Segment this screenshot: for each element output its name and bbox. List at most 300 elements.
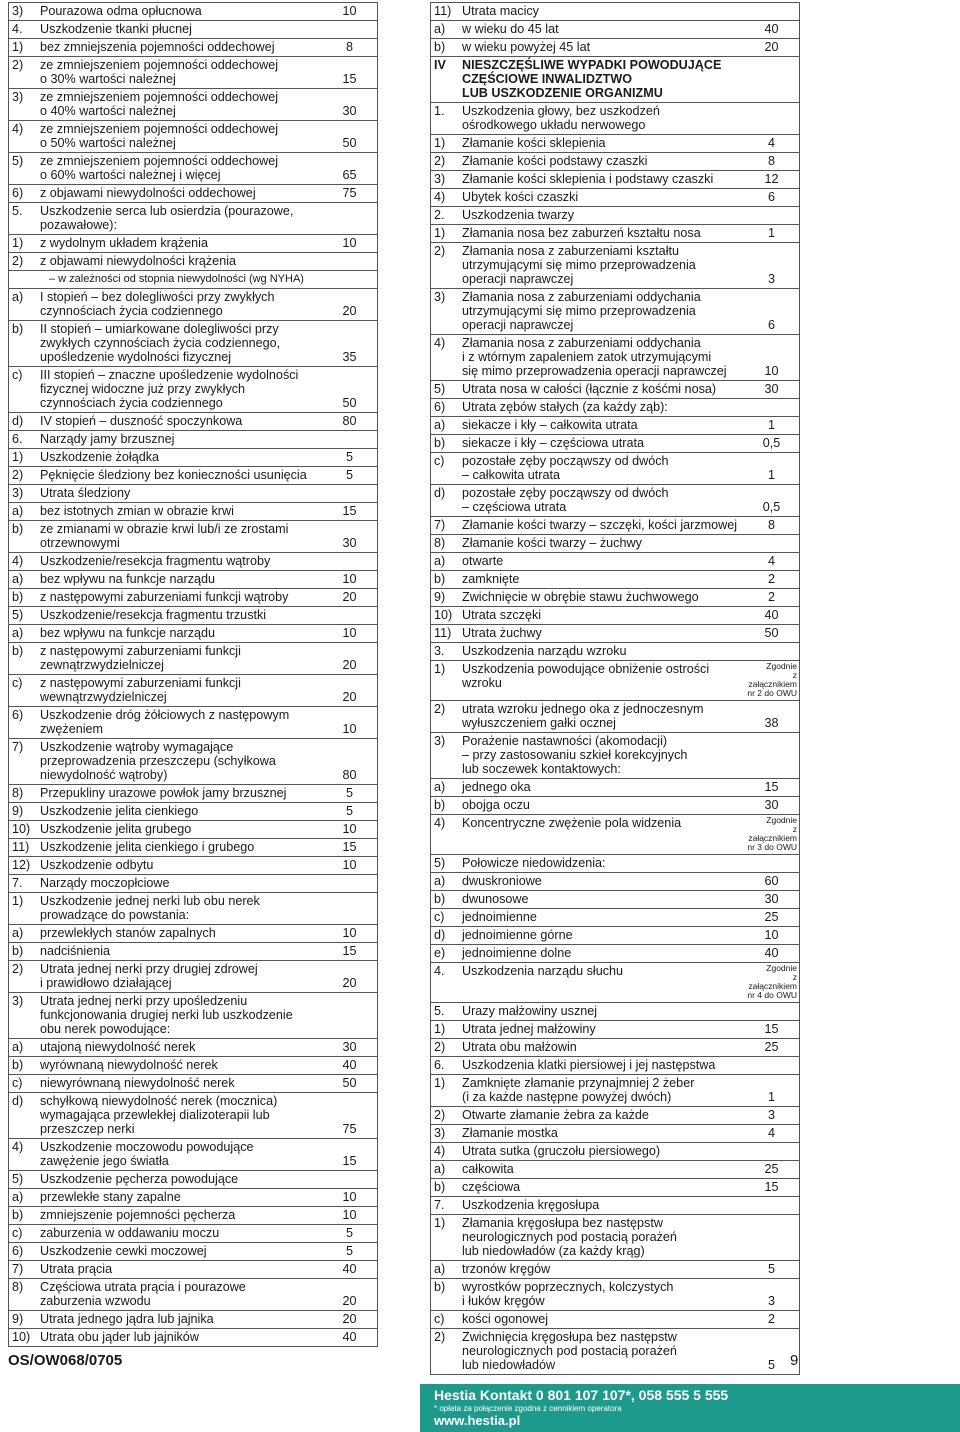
table-row [8,1243,378,1261]
item-description: Zwichnięcie w obrębie stawu żuchwowego [462,590,699,604]
table-row [430,153,800,171]
item-percentage: 10 [342,1190,357,1204]
table-row [8,943,378,961]
item-percentage: 80 [342,414,357,428]
item-number: 3. [434,644,445,658]
item-number: 6. [12,432,23,446]
item-number: 3) [12,4,24,18]
item-description: Zwichnięcia kręgosłupa bez następstw neurologicznych pod postacią porażeń lub niedowładów [462,1330,677,1372]
table-row [8,449,378,467]
item-percentage: 15 [764,1180,779,1194]
item-number: b) [12,1208,24,1222]
item-description: Uszkodzenia kręgosłupa [462,1198,600,1212]
table-row [430,779,800,797]
item-number: 3) [12,994,24,1008]
table-row [430,873,800,891]
table-row [430,855,800,873]
table-row [430,399,800,417]
item-number: a) [12,290,24,304]
item-description: w wieku powyżej 45 lat [462,40,591,54]
item-percentage: 40 [764,608,779,622]
item-percentage: 5 [345,786,353,800]
table-row [430,553,800,571]
table-row [430,661,800,701]
item-number: 7. [12,876,23,890]
table-row [8,153,378,185]
item-description: zamknięte [462,572,520,586]
item-description: Utrata obu jąder lub jajników [40,1330,199,1344]
item-description: zaburzenia w oddawaniu moczu [40,1226,220,1240]
item-number: 5) [12,1172,24,1186]
table-row [430,21,800,39]
item-number: 5) [434,382,446,396]
item-description: utrata wzroku jednego oka z jednoczesnym wyłuszczeniem gałki ocznej [462,702,704,730]
item-number: 6. [434,1058,445,1072]
item-description: z następowymi zaburzeniami funkcji wewnątrzwydzielniczej [40,676,241,704]
item-number: 1) [12,894,24,908]
item-percentage: 20 [342,1294,357,1308]
item-description: Utrata jednej małżowiny [462,1022,596,1036]
item-description: I stopień – bez dolegliwości przy zwykłych czynnościach życia codziennego [40,290,275,318]
item-number: b) [434,572,446,586]
item-number: b) [12,590,24,604]
item-percentage: 20 [342,690,357,704]
table-row [430,701,800,733]
item-number: 2) [12,58,24,72]
table-row [430,1075,800,1107]
item-description: ze zmniejszeniem pojemności oddechowej o 60% wartości należnej i więcej [40,154,279,182]
contact-phone-text: Hestia Kontakt 0 801 107 107*, 058 555 5 555 [434,1387,729,1403]
item-number: 6) [12,186,24,200]
contact-footer-bar [420,1384,960,1432]
table-row [8,1039,378,1057]
item-description: Złamanie kości twarzy – szczęki, kości jarzmowej [462,518,738,532]
item-number: e) [434,946,446,960]
item-description: Uszkodzenie jelita cienkiego [40,804,199,818]
table-row [430,1107,800,1125]
table-row [8,1189,378,1207]
table-row [430,39,800,57]
table-row [430,733,800,779]
item-number: 3) [434,172,446,186]
item-number: 2) [12,254,24,268]
contact-footnote: * opłata za połączenie zgodna z cennikiem operatora [434,1404,622,1413]
item-number: 1) [434,1022,446,1036]
item-percentage: 30 [764,892,779,906]
item-percentage: 5 [767,1262,775,1276]
table-row [430,909,800,927]
table-row [8,875,378,893]
table-row [8,893,378,925]
table-row [430,1125,800,1143]
item-description: Otwarte złamanie żebra za każde [462,1108,649,1122]
item-description: Przepukliny urazowe powłok jamy brzusznej [40,786,287,800]
table-row [430,1039,800,1057]
item-description: Ubytek kości czaszki [462,190,579,204]
item-description: Uszkodzenie wątroby wymagające przeprowadzenia przeszczepu (schyłkowa niewydolność wątroby) [40,740,276,782]
item-percentage: 15 [764,1022,779,1036]
table-row [430,535,800,553]
item-percentage: 10 [342,4,357,18]
item-percentage: 30 [764,798,779,812]
item-description: Złamanie kości podstawy czaszki [462,154,648,168]
item-number: c) [434,1312,445,1326]
table-row [430,945,800,963]
item-percentage: 20 [342,1312,357,1326]
table-row [430,335,800,381]
table-row [430,1261,800,1279]
item-description: Urazy małżowiny usznej [462,1004,598,1018]
item-description: NIESZCZĘŚLIWE WYPADKI POWODUJĄCE CZĘŚCIOWE INWALIDZTWO LUB USZKODZENIE ORGANIZMU [462,58,722,100]
table-row [430,1021,800,1039]
table-row [430,1197,800,1215]
item-description: Narządy moczopłciowe [40,876,170,890]
table-row [430,571,800,589]
item-number: 11) [434,4,452,18]
item-percentage: 4 [767,554,775,568]
table-row [430,3,800,21]
item-description: Zamknięte złamanie przynajmniej 2 żeber (i za każde następne powyżej dwóch) [462,1076,695,1104]
item-percentage: 0,5 [762,500,781,514]
item-number: 4) [12,1140,24,1154]
item-description: bez zmniejszenia pojemności oddechowej [40,40,275,54]
item-number: 1. [434,104,445,118]
item-percentage: Zgodnie z załącznikiem nr 4 do OWU [747,963,797,1000]
item-percentage: 15 [764,780,779,794]
item-percentage: 38 [764,716,779,730]
item-percentage: 5 [767,1358,775,1372]
table-row [8,925,378,943]
item-number: b) [434,798,446,812]
table-row [8,961,378,993]
table-row [8,993,378,1039]
item-percentage: 15 [342,504,357,518]
table-row [8,321,378,367]
item-description: Złamania kręgosłupa bez następstw neurologicznych pod postacią porażeń lub niedowładów (za każdy krąg) [462,1216,677,1258]
table-row [8,1329,378,1347]
item-number: 5. [434,1004,445,1018]
table-row [430,607,800,625]
item-percentage: 20 [764,40,779,54]
item-number: b) [434,892,446,906]
item-number: c) [434,454,445,468]
item-percentage: 3 [767,1294,775,1308]
table-row [430,1057,800,1075]
item-number: a) [12,626,24,640]
item-number: 7) [434,518,446,532]
table-row [430,625,800,643]
item-number: a) [434,22,446,36]
item-percentage: Zgodnie z załącznikiem nr 3 do OWU [747,815,797,852]
item-number: 5) [12,608,24,622]
item-description: Utrata sutka (gruczołu piersiowego) [462,1144,661,1158]
item-description: w wieku do 45 lat [462,22,559,36]
item-number: 6) [434,400,446,414]
right-table [430,2,800,1375]
item-description: otwarte [462,554,504,568]
item-description: Uszkodzenia powodujące obniżenie ostrości wzroku [462,662,710,690]
item-number: d) [12,1094,24,1108]
item-description: Uszkodzenia narządu wzroku [462,644,627,658]
table-row [430,1311,800,1329]
item-description: Utrata zębów stałych (za każdy ząb): [462,400,668,414]
item-percentage: 75 [342,1122,357,1136]
item-description: przewlekłe stany zapalne [40,1190,181,1204]
item-description: Uszkodzenie żołądka [40,450,160,464]
item-percentage: 2 [767,1312,775,1326]
table-row [430,171,800,189]
table-row [430,417,800,435]
item-number: a) [12,926,24,940]
table-row [8,57,378,89]
table-row [8,89,378,121]
table-row [8,589,378,607]
table-row [8,431,378,449]
item-number: 3) [12,90,24,104]
item-description: Pourazowa odma opłucnowa [40,4,202,18]
item-number: 4) [434,336,446,350]
table-row [430,1279,800,1311]
item-percentage: 4 [767,136,775,150]
page-number: 9 [790,1352,799,1369]
item-percentage: 50 [764,626,779,640]
item-number: 1) [434,226,446,240]
item-number: 9) [12,804,24,818]
item-description: pozostałe zęby począwszy od dwóch – całkowita utrata [462,454,669,482]
item-percentage: 10 [342,722,357,736]
item-number: 5) [12,154,24,168]
item-number: 1) [434,1076,446,1090]
item-number: 4) [12,122,24,136]
item-percentage: 40 [342,1058,357,1072]
item-number: c) [12,1076,23,1090]
item-description: bez wpływu na funkcje narządu [40,572,216,586]
item-number: b) [434,436,446,450]
item-percentage: 10 [764,364,779,378]
item-description: Uszkodzenia głowy, bez uszkodzeń ośrodkowego układu nerwowego [462,104,660,132]
item-number: 3) [434,290,446,304]
item-number: 8) [434,536,446,550]
item-percentage: 50 [342,136,357,150]
item-description: dwuskroniowe [462,874,542,888]
item-number: a) [434,554,446,568]
table-row [430,57,800,103]
item-number: 4) [434,1144,446,1158]
item-percentage: 2 [767,572,775,586]
item-percentage: 5 [345,450,353,464]
table-row [8,503,378,521]
item-number: 10) [434,608,453,622]
table-row [430,189,800,207]
item-description: jednoimienne górne [462,928,573,942]
item-description: Złamanie mostka [462,1126,558,1140]
item-number: 8) [12,1280,24,1294]
item-number: b) [12,522,24,536]
item-number: d) [434,928,446,942]
item-description: obojga oczu [462,798,530,812]
table-row [8,3,378,21]
table-row [430,207,800,225]
item-percentage: 5 [345,1244,353,1258]
item-description: wyrostków poprzecznych, kolczystych i łuków kręgów [462,1280,674,1308]
item-percentage: 60 [764,874,779,888]
item-number: 4) [434,816,446,830]
table-row [8,413,378,431]
table-row [430,1329,800,1375]
item-percentage: 5 [345,804,353,818]
item-number: 11) [12,840,30,854]
item-percentage: 30 [764,382,779,396]
item-description: przewlekłych stanów zapalnych [40,926,216,940]
item-description: Utrata śledziony [40,486,131,500]
table-row [8,821,378,839]
table-row [8,1171,378,1189]
item-number: 1) [434,1216,446,1230]
item-number: 10) [12,822,31,836]
table-row [430,453,800,485]
item-number: 4. [434,964,445,978]
website-link[interactable]: www.hestia.pl [434,1413,521,1428]
table-row [8,271,378,289]
item-percentage: 3 [767,272,775,286]
table-row [430,1179,800,1197]
item-number: 6) [12,1244,24,1258]
item-number: c) [12,1226,23,1240]
table-row [8,785,378,803]
item-number: 8) [12,786,24,800]
table-row [8,839,378,857]
item-number: 2) [434,154,446,168]
item-number: 3) [434,1126,446,1140]
item-percentage: 20 [342,976,357,990]
item-percentage: 1 [767,226,775,240]
table-row [8,521,378,553]
table-row [8,1311,378,1329]
item-percentage: 10 [342,822,357,836]
item-number: 1) [12,236,24,250]
item-number: a) [434,874,446,888]
table-row [8,21,378,39]
item-number: d) [12,414,24,428]
item-percentage: 20 [342,658,357,672]
item-number: IV [434,58,446,72]
item-percentage: 25 [764,1162,779,1176]
item-percentage: 8 [767,154,775,168]
item-description: Złamanie kości sklepienia i podstawy czaszki [462,172,714,186]
table-row [430,225,800,243]
item-description: Częściowa utrata prącia i pourazowe zaburzenia wzwodu [40,1280,246,1308]
item-percentage: 40 [764,22,779,36]
item-percentage: 6 [767,318,775,332]
item-percentage: 65 [342,168,357,182]
item-number: 2) [434,1108,446,1122]
item-description: IV stopień – duszność spoczynkowa [40,414,243,428]
table-row [8,1139,378,1171]
item-number: b) [434,40,446,54]
item-description: Złamanie kości twarzy – żuchwy [462,536,642,550]
item-number: 6) [12,708,24,722]
item-percentage: 5 [345,1226,353,1240]
table-row [8,253,378,271]
item-description: Utrata nosa w całości (łącznie z kośćmi nosa) [462,382,717,396]
item-description: II stopień – umiarkowane dolegliwości przy zwykłych czynnościach życia codziennego, upośledzenie wydolności fizycznej [40,322,281,364]
item-description: Uszkodzenie dróg żółciowych z następowym zwężeniem [40,708,290,736]
item-number: 2) [434,1330,446,1344]
item-percentage: 10 [342,236,357,250]
item-description: Uszkodzenie tkanki płucnej [40,22,192,36]
item-description: Utrata obu małżowin [462,1040,577,1054]
item-number: b) [12,322,24,336]
item-description: Koncentryczne zwężenie pola widzenia [462,816,682,830]
item-description: trzonów kręgów [462,1262,551,1276]
item-number: a) [434,780,446,794]
item-description: Utrata żuchwy [462,626,542,640]
item-description: z objawami niewydolności krążenia [40,254,236,268]
item-number: a) [434,418,446,432]
item-number: 9) [12,1312,24,1326]
table-row [430,135,800,153]
table-row [8,571,378,589]
item-description: nadciśnienia [40,944,111,958]
item-number: 10) [12,1330,31,1344]
table-row [8,367,378,413]
item-number: b) [434,1180,446,1194]
item-description: z wydolnym układem krążenia [40,236,208,250]
item-percentage: 12 [764,172,779,186]
item-number: 2) [434,1040,446,1054]
item-description: ze zmniejszeniem pojemności oddechowej o 40% wartości należnej [40,90,279,118]
item-number: a) [434,1262,446,1276]
item-description: III stopień – znaczne upośledzenie wydolności fizycznej widoczne już przy zwykłych czynnościach życia codziennego [40,368,299,410]
table-row [430,289,800,335]
table-row [430,643,800,661]
item-percentage: Zgodnie z załącznikiem nr 2 do OWU [747,661,797,698]
table-row [8,1225,378,1243]
item-description: bez wpływu na funkcje narządu [40,626,216,640]
item-number: 9) [434,590,446,604]
item-description: Utrata jednej nerki przy drugiej zdrowej i prawidłowo działającej [40,962,258,990]
table-row [8,803,378,821]
item-number: 1) [434,662,446,676]
item-number: 5) [434,856,446,870]
item-number: 2) [12,468,24,482]
item-description: zmniejszenie pojemności pęcherza [40,1208,236,1222]
item-description: Uszkodzenie jednej nerki lub obu nerek prowadzące do powstania: [40,894,260,922]
table-row [430,927,800,945]
item-percentage: 1 [767,468,775,482]
item-percentage: 75 [342,186,357,200]
item-description: Uszkodzenia narządu słuchu [462,964,624,978]
table-row [8,467,378,485]
table-row [8,1207,378,1225]
item-description: Uszkodzenia twarzy [462,208,574,222]
item-number: a) [12,1040,24,1054]
item-description: Uszkodzenie jelita cienkiego i grubego [40,840,255,854]
item-description: jednoimienne dolne [462,946,572,960]
item-percentage: 80 [342,768,357,782]
item-percentage: 3 [767,1108,775,1122]
table-row [430,381,800,399]
table-row [430,485,800,517]
table-row [430,589,800,607]
item-description: Narządy jamy brzusznej [40,432,175,446]
item-percentage: 8 [767,518,775,532]
item-percentage: 10 [342,626,357,640]
item-percentage: 15 [342,840,357,854]
item-number: 2. [434,208,445,222]
item-number: 4) [434,190,446,204]
item-description: Uszkodzenie/resekcja fragmentu wątroby [40,554,271,568]
